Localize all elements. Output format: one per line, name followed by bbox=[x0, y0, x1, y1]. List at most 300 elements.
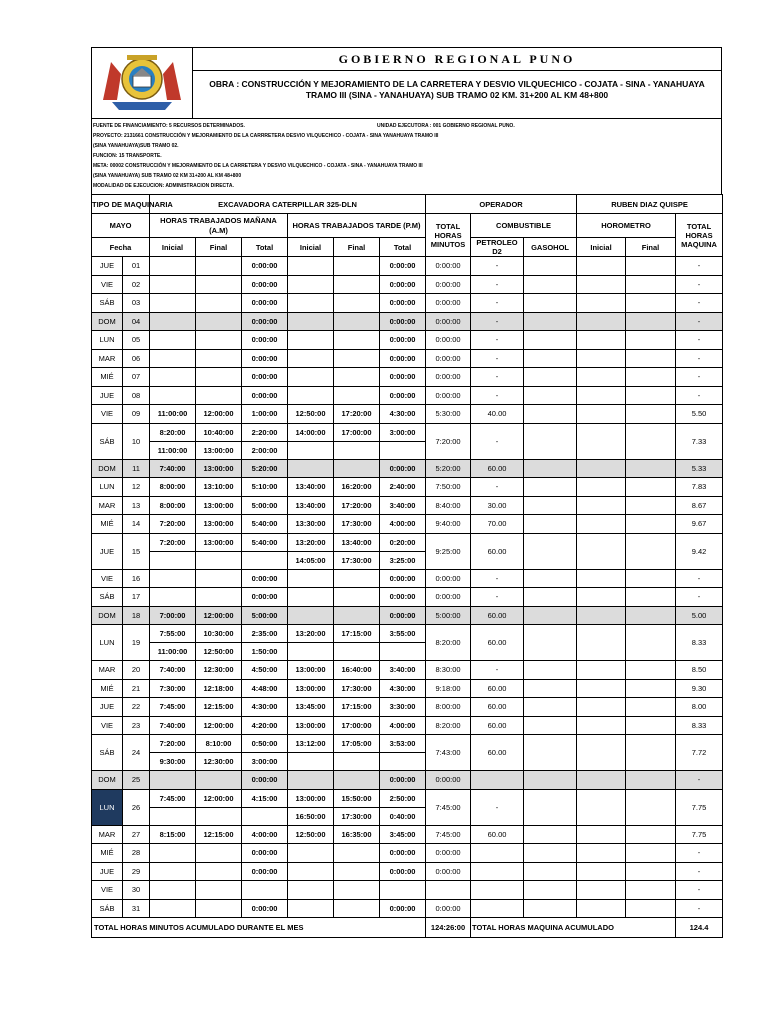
am-start-cell: 7:40:00 bbox=[150, 661, 196, 680]
hour-meter-start-cell bbox=[577, 588, 626, 607]
pm-end-cell: 17:30:00 bbox=[334, 515, 380, 534]
day-number-cell: 08 bbox=[123, 386, 150, 405]
hour-meter-end-cell bbox=[626, 312, 676, 331]
am-end-cell: 12:30:00 bbox=[196, 661, 242, 680]
pm-end-cell bbox=[334, 569, 380, 588]
diesel-cell bbox=[471, 899, 524, 918]
day-row bbox=[92, 789, 723, 807]
day-of-week-cell: DOM bbox=[92, 606, 123, 625]
am-total-cell: 2:00:00 bbox=[242, 441, 288, 459]
day-number-cell: 22 bbox=[123, 698, 150, 717]
am-total-cell: 4:50:00 bbox=[242, 661, 288, 680]
machine-hours-cell: 7.33 bbox=[676, 423, 723, 459]
am-start-cell bbox=[150, 294, 196, 313]
diesel-cell: 30.00 bbox=[471, 496, 524, 515]
diesel-cell bbox=[471, 881, 524, 900]
pm-start-cell bbox=[288, 643, 334, 661]
day-of-week-cell: MAR bbox=[92, 349, 123, 368]
hour-meter-start-cell bbox=[577, 312, 626, 331]
diesel-cell: 60.00 bbox=[471, 698, 524, 717]
am-end-cell bbox=[196, 368, 242, 387]
gasohol-cell bbox=[524, 275, 577, 294]
gasohol-cell bbox=[524, 899, 577, 918]
am-total-cell: 0:00:00 bbox=[242, 588, 288, 607]
machine-hours-cell: 8.00 bbox=[676, 698, 723, 717]
pm-end-header: Final bbox=[334, 238, 380, 257]
am-start-cell: 8:20:00 bbox=[150, 423, 196, 441]
pm-end-cell bbox=[334, 771, 380, 790]
pm-start-header: Inicial bbox=[288, 238, 334, 257]
day-number-cell: 15 bbox=[123, 533, 150, 569]
pm-total-cell bbox=[380, 643, 426, 661]
day-row bbox=[92, 478, 723, 497]
day-of-week-cell: LUN bbox=[92, 331, 123, 350]
am-start-cell bbox=[150, 881, 196, 900]
hour-meter-end-cell bbox=[626, 349, 676, 368]
am-end-cell bbox=[196, 312, 242, 331]
am-start-cell bbox=[150, 899, 196, 918]
hour-meter-header: HOROMETRO bbox=[577, 214, 676, 238]
total-hours-cell: 7:43:00 bbox=[426, 735, 471, 771]
am-start-cell bbox=[150, 312, 196, 331]
pm-total-cell: 0:00:00 bbox=[380, 349, 426, 368]
machine-hours-cell: - bbox=[676, 844, 723, 863]
hour-meter-end-cell bbox=[626, 899, 676, 918]
monthly-total-value: 124:26:00 bbox=[426, 918, 471, 938]
diesel-cell: - bbox=[471, 588, 524, 607]
pm-total-cell bbox=[380, 441, 426, 459]
gasohol-cell bbox=[524, 771, 577, 790]
diesel-cell: - bbox=[471, 789, 524, 825]
total-hours-cell: 0:00:00 bbox=[426, 899, 471, 918]
am-total-cell: 5:40:00 bbox=[242, 515, 288, 534]
hour-meter-start-cell bbox=[577, 405, 626, 424]
machine-hours-cell: 5.33 bbox=[676, 459, 723, 478]
hour-meter-end-header: Final bbox=[626, 238, 676, 257]
pm-end-cell bbox=[334, 862, 380, 881]
diesel-cell: 60.00 bbox=[471, 533, 524, 569]
pm-end-cell bbox=[334, 368, 380, 387]
machine-hours-cell: - bbox=[676, 569, 723, 588]
am-total-cell: 3:00:00 bbox=[242, 753, 288, 771]
pm-end-cell: 17:30:00 bbox=[334, 551, 380, 569]
am-end-cell bbox=[196, 331, 242, 350]
total-hours-cell: 9:40:00 bbox=[426, 515, 471, 534]
am-total-cell: 0:00:00 bbox=[242, 331, 288, 350]
hour-meter-end-cell bbox=[626, 825, 676, 844]
date-header: Fecha bbox=[92, 238, 150, 257]
am-total-cell: 0:00:00 bbox=[242, 349, 288, 368]
hour-meter-end-cell bbox=[626, 423, 676, 459]
pm-end-cell bbox=[334, 275, 380, 294]
am-end-cell: 12:00:00 bbox=[196, 606, 242, 625]
day-row bbox=[92, 569, 723, 588]
day-of-week-cell: SÁB bbox=[92, 899, 123, 918]
am-start-cell: 7:40:00 bbox=[150, 459, 196, 478]
total-hours-cell bbox=[426, 881, 471, 900]
day-of-week-cell: VIE bbox=[92, 275, 123, 294]
pm-start-cell bbox=[288, 881, 334, 900]
am-end-cell bbox=[196, 844, 242, 863]
am-total-cell: 0:00:00 bbox=[242, 275, 288, 294]
total-hours-cell: 8:40:00 bbox=[426, 496, 471, 515]
day-number-cell: 17 bbox=[123, 588, 150, 607]
pm-start-cell bbox=[288, 257, 334, 276]
pm-end-cell bbox=[334, 899, 380, 918]
day-row bbox=[92, 825, 723, 844]
pm-total-cell: 0:00:00 bbox=[380, 588, 426, 607]
day-row bbox=[92, 716, 723, 735]
am-total-cell: 4:48:00 bbox=[242, 679, 288, 698]
day-of-week-cell: DOM bbox=[92, 771, 123, 790]
pm-start-cell bbox=[288, 312, 334, 331]
hour-meter-start-cell bbox=[577, 349, 626, 368]
total-hours-cell: 0:00:00 bbox=[426, 294, 471, 313]
gasohol-cell bbox=[524, 661, 577, 680]
pm-end-cell bbox=[334, 331, 380, 350]
pm-start-cell: 14:00:00 bbox=[288, 423, 334, 441]
gobierno-regional-puno-logo bbox=[92, 48, 193, 118]
coat-of-arms-icon bbox=[97, 52, 187, 114]
pm-end-cell: 15:50:00 bbox=[334, 789, 380, 807]
pm-total-cell: 0:00:00 bbox=[380, 899, 426, 918]
day-row bbox=[92, 368, 723, 387]
government-title: GOBIERNO REGIONAL PUNO bbox=[193, 48, 721, 71]
pm-end-cell: 17:30:00 bbox=[334, 679, 380, 698]
am-start-cell bbox=[150, 551, 196, 569]
hour-meter-start-cell bbox=[577, 881, 626, 900]
day-row bbox=[92, 881, 723, 900]
meta-cont: (SINA YANAHUAYA) SUB TRAMO 02 KM 31+200 AL KM 48+800 bbox=[93, 173, 242, 179]
pm-total-cell: 3:40:00 bbox=[380, 496, 426, 515]
pm-end-cell: 17:20:00 bbox=[334, 405, 380, 424]
pm-end-cell bbox=[334, 643, 380, 661]
am-end-cell bbox=[196, 771, 242, 790]
diesel-cell: - bbox=[471, 349, 524, 368]
pm-end-cell: 17:00:00 bbox=[334, 716, 380, 735]
am-total-cell: 0:00:00 bbox=[242, 386, 288, 405]
gasohol-cell bbox=[524, 862, 577, 881]
pm-start-cell bbox=[288, 275, 334, 294]
am-total-cell: 1:00:00 bbox=[242, 405, 288, 424]
machine-hours-cell: - bbox=[676, 312, 723, 331]
am-end-cell: 12:00:00 bbox=[196, 789, 242, 807]
pm-total-cell: 0:00:00 bbox=[380, 844, 426, 863]
total-hours-cell: 0:00:00 bbox=[426, 368, 471, 387]
hour-meter-end-cell bbox=[626, 405, 676, 424]
unidad-ejecutora: UNIDAD EJECUTORA : 001 GOBIERNO REGIONAL PUNO. bbox=[377, 123, 515, 129]
pm-total-cell: 0:20:00 bbox=[380, 533, 426, 551]
pm-start-cell: 13:20:00 bbox=[288, 625, 334, 643]
operador-value: RUBEN DIAZ QUISPE bbox=[577, 195, 723, 214]
machine-hours-cell: - bbox=[676, 862, 723, 881]
hour-meter-end-cell bbox=[626, 386, 676, 405]
gasohol-cell bbox=[524, 331, 577, 350]
pm-end-cell bbox=[334, 257, 380, 276]
total-hours-minutes-header: TOTAL HORAS MINUTOS bbox=[426, 214, 471, 257]
machine-hours-cell: - bbox=[676, 588, 723, 607]
gasohol-cell bbox=[524, 294, 577, 313]
pm-start-cell: 13:00:00 bbox=[288, 679, 334, 698]
hour-meter-end-cell bbox=[626, 625, 676, 661]
gasohol-cell bbox=[524, 386, 577, 405]
day-row bbox=[92, 331, 723, 350]
machine-hours-cell: 9.67 bbox=[676, 515, 723, 534]
machine-hours-cell: 5.50 bbox=[676, 405, 723, 424]
am-start-cell: 11:00:00 bbox=[150, 405, 196, 424]
diesel-cell: - bbox=[471, 331, 524, 350]
am-end-cell: 8:10:00 bbox=[196, 735, 242, 753]
day-number-cell: 23 bbox=[123, 716, 150, 735]
day-of-week-cell: JUE bbox=[92, 698, 123, 717]
hour-meter-end-cell bbox=[626, 679, 676, 698]
hour-meter-end-cell bbox=[626, 881, 676, 900]
am-start-cell: 7:20:00 bbox=[150, 533, 196, 551]
pm-start-cell bbox=[288, 459, 334, 478]
pm-total-cell: 3:00:00 bbox=[380, 423, 426, 441]
gasohol-cell bbox=[524, 405, 577, 424]
diesel-cell: - bbox=[471, 423, 524, 459]
day-row bbox=[92, 588, 723, 607]
am-start-cell bbox=[150, 368, 196, 387]
total-hours-cell: 8:20:00 bbox=[426, 625, 471, 661]
gasohol-cell bbox=[524, 496, 577, 515]
total-hours-cell: 0:00:00 bbox=[426, 386, 471, 405]
total-hours-cell: 0:00:00 bbox=[426, 569, 471, 588]
total-hours-cell: 0:00:00 bbox=[426, 771, 471, 790]
am-start-cell bbox=[150, 257, 196, 276]
fuel-header: COMBUSTIBLE bbox=[471, 214, 577, 238]
day-number-cell: 11 bbox=[123, 459, 150, 478]
pm-start-cell bbox=[288, 588, 334, 607]
am-start-cell: 7:45:00 bbox=[150, 789, 196, 807]
day-row bbox=[92, 405, 723, 424]
day-row bbox=[92, 294, 723, 313]
am-start-cell: 7:00:00 bbox=[150, 606, 196, 625]
am-end-cell bbox=[196, 807, 242, 825]
total-hours-cell: 9:18:00 bbox=[426, 679, 471, 698]
am-total-cell: 4:30:00 bbox=[242, 698, 288, 717]
day-of-week-cell: MIÉ bbox=[92, 844, 123, 863]
hour-meter-start-cell bbox=[577, 899, 626, 918]
machine-hours-cell: 8.33 bbox=[676, 716, 723, 735]
day-of-week-cell: MIÉ bbox=[92, 515, 123, 534]
pm-start-cell bbox=[288, 771, 334, 790]
pm-start-cell: 13:20:00 bbox=[288, 533, 334, 551]
am-end-cell bbox=[196, 862, 242, 881]
day-row bbox=[92, 698, 723, 717]
day-row bbox=[92, 275, 723, 294]
month-header: MAYO bbox=[92, 214, 150, 238]
am-start-cell: 7:40:00 bbox=[150, 716, 196, 735]
day-row bbox=[92, 515, 723, 534]
day-of-week-cell: MAR bbox=[92, 496, 123, 515]
machine-total-label: TOTAL HORAS MAQUINA ACUMULADO bbox=[471, 918, 676, 938]
am-start-cell bbox=[150, 349, 196, 368]
am-end-cell: 12:18:00 bbox=[196, 679, 242, 698]
am-end-cell bbox=[196, 294, 242, 313]
report-sheet bbox=[91, 47, 722, 938]
pm-total-cell: 0:00:00 bbox=[380, 368, 426, 387]
am-total-cell: 5:20:00 bbox=[242, 459, 288, 478]
gasohol-cell bbox=[524, 881, 577, 900]
pm-end-cell: 17:15:00 bbox=[334, 698, 380, 717]
hour-meter-end-cell bbox=[626, 716, 676, 735]
pm-total-cell: 0:00:00 bbox=[380, 294, 426, 313]
am-start-cell bbox=[150, 844, 196, 863]
pm-total-cell bbox=[380, 881, 426, 900]
am-end-cell: 12:15:00 bbox=[196, 698, 242, 717]
machine-hours-cell: 8.67 bbox=[676, 496, 723, 515]
am-start-cell bbox=[150, 275, 196, 294]
day-row bbox=[92, 606, 723, 625]
am-start-cell: 8:00:00 bbox=[150, 478, 196, 497]
gasohol-cell bbox=[524, 716, 577, 735]
am-total-cell: 0:00:00 bbox=[242, 257, 288, 276]
day-number-cell: 25 bbox=[123, 771, 150, 790]
pm-total-cell: 0:40:00 bbox=[380, 807, 426, 825]
hour-meter-end-cell bbox=[626, 257, 676, 276]
pm-total-cell: 0:00:00 bbox=[380, 386, 426, 405]
gasohol-cell bbox=[524, 789, 577, 825]
total-hours-cell: 0:00:00 bbox=[426, 275, 471, 294]
day-number-cell: 21 bbox=[123, 679, 150, 698]
gasohol-cell bbox=[524, 459, 577, 478]
diesel-cell: - bbox=[471, 294, 524, 313]
day-number-cell: 10 bbox=[123, 423, 150, 459]
hour-meter-start-cell bbox=[577, 789, 626, 825]
am-start-cell: 8:00:00 bbox=[150, 496, 196, 515]
day-of-week-cell: VIE bbox=[92, 881, 123, 900]
pm-start-cell bbox=[288, 386, 334, 405]
total-machine-hours-header: TOTAL HORAS MAQUINA bbox=[676, 214, 723, 257]
am-end-cell bbox=[196, 551, 242, 569]
machine-hours-cell: - bbox=[676, 899, 723, 918]
proyecto: PROYECTO: 2131661 CONSTRUCCIÓN Y MEJORAMIENTO DE LA CARRRETERA DESVIO VILQUECHICO - COJATA - SINA YANAHUAYA TRAMO III bbox=[93, 133, 439, 139]
hour-meter-end-cell bbox=[626, 844, 676, 863]
machine-hours-cell: - bbox=[676, 771, 723, 790]
am-start-cell: 11:00:00 bbox=[150, 441, 196, 459]
day-of-week-cell: SÁB bbox=[92, 735, 123, 771]
hour-meter-end-cell bbox=[626, 698, 676, 717]
day-of-week-cell: VIE bbox=[92, 716, 123, 735]
hour-meter-start-cell bbox=[577, 423, 626, 459]
day-row bbox=[92, 625, 723, 643]
machine-hours-cell: 5.00 bbox=[676, 606, 723, 625]
am-total-cell: 5:10:00 bbox=[242, 478, 288, 497]
day-number-cell: 26 bbox=[123, 789, 150, 825]
report-header bbox=[91, 47, 722, 118]
pm-total-cell: 0:00:00 bbox=[380, 862, 426, 881]
am-end-cell: 12:00:00 bbox=[196, 405, 242, 424]
diesel-cell: 40.00 bbox=[471, 405, 524, 424]
am-total-cell: 0:00:00 bbox=[242, 569, 288, 588]
day-number-cell: 01 bbox=[123, 257, 150, 276]
day-number-cell: 30 bbox=[123, 881, 150, 900]
day-row bbox=[92, 533, 723, 551]
hour-meter-end-cell bbox=[626, 478, 676, 497]
diesel-cell: 60.00 bbox=[471, 459, 524, 478]
gasohol-cell bbox=[524, 588, 577, 607]
pm-start-cell: 13:45:00 bbox=[288, 698, 334, 717]
diesel-cell: 60.00 bbox=[471, 606, 524, 625]
day-number-cell: 13 bbox=[123, 496, 150, 515]
totals-row bbox=[92, 918, 723, 938]
am-end-cell: 12:00:00 bbox=[196, 716, 242, 735]
am-start-cell: 7:55:00 bbox=[150, 625, 196, 643]
day-number-cell: 28 bbox=[123, 844, 150, 863]
day-of-week-cell: JUE bbox=[92, 533, 123, 569]
day-of-week-cell: SÁB bbox=[92, 423, 123, 459]
diesel-cell: 60.00 bbox=[471, 716, 524, 735]
monthly-total-label: TOTAL HORAS MINUTOS ACUMULADO DURANTE EL MES bbox=[92, 918, 426, 938]
hour-meter-start-cell bbox=[577, 661, 626, 680]
am-end-cell: 13:00:00 bbox=[196, 515, 242, 534]
gasohol-cell bbox=[524, 533, 577, 569]
pm-end-cell bbox=[334, 606, 380, 625]
am-start-cell bbox=[150, 807, 196, 825]
hour-meter-start-cell bbox=[577, 386, 626, 405]
diesel-cell bbox=[471, 844, 524, 863]
hour-meter-start-cell bbox=[577, 679, 626, 698]
day-number-cell: 03 bbox=[123, 294, 150, 313]
hour-meter-end-cell bbox=[626, 588, 676, 607]
day-number-cell: 19 bbox=[123, 625, 150, 661]
am-total-cell: 4:20:00 bbox=[242, 716, 288, 735]
am-total-cell: 0:50:00 bbox=[242, 735, 288, 753]
total-hours-cell: 9:25:00 bbox=[426, 533, 471, 569]
pm-start-cell bbox=[288, 844, 334, 863]
meta: META: 00002 CONSTRUCCIÓN Y MEJORAMIENTO DE LA CARRETERA Y DESVIO VILQUECHICO - COJATA - SINA - YANAHUAYA TRAMO III bbox=[93, 163, 423, 169]
pm-start-cell bbox=[288, 368, 334, 387]
pm-end-cell: 17:20:00 bbox=[334, 496, 380, 515]
pm-total-cell: 3:45:00 bbox=[380, 825, 426, 844]
day-row bbox=[92, 735, 723, 753]
total-hours-cell: 5:20:00 bbox=[426, 459, 471, 478]
hour-meter-end-cell bbox=[626, 569, 676, 588]
am-total-cell: 4:00:00 bbox=[242, 825, 288, 844]
am-start-cell bbox=[150, 862, 196, 881]
day-row bbox=[92, 844, 723, 863]
diesel-cell: - bbox=[471, 257, 524, 276]
pm-total-cell: 3:40:00 bbox=[380, 661, 426, 680]
am-end-cell: 12:30:00 bbox=[196, 753, 242, 771]
machine-row bbox=[92, 195, 723, 214]
hour-meter-end-cell bbox=[626, 661, 676, 680]
pm-start-cell bbox=[288, 331, 334, 350]
pm-total-cell: 0:00:00 bbox=[380, 257, 426, 276]
machine-hours-cell: - bbox=[676, 257, 723, 276]
pm-total-cell: 2:50:00 bbox=[380, 789, 426, 807]
total-hours-cell: 0:00:00 bbox=[426, 588, 471, 607]
am-end-cell: 12:15:00 bbox=[196, 825, 242, 844]
am-end-cell: 13:00:00 bbox=[196, 533, 242, 551]
day-number-cell: 27 bbox=[123, 825, 150, 844]
pm-start-cell: 13:00:00 bbox=[288, 716, 334, 735]
gasohol-cell bbox=[524, 515, 577, 534]
machine-hours-cell: - bbox=[676, 294, 723, 313]
am-end-cell: 10:30:00 bbox=[196, 625, 242, 643]
hour-meter-start-cell bbox=[577, 515, 626, 534]
hour-meter-end-cell bbox=[626, 331, 676, 350]
am-end-cell: 13:00:00 bbox=[196, 459, 242, 478]
gasohol-cell bbox=[524, 735, 577, 771]
machine-hours-cell: - bbox=[676, 349, 723, 368]
gasohol-cell bbox=[524, 698, 577, 717]
gasohol-cell bbox=[524, 679, 577, 698]
day-row bbox=[92, 386, 723, 405]
am-total-cell: 2:20:00 bbox=[242, 423, 288, 441]
